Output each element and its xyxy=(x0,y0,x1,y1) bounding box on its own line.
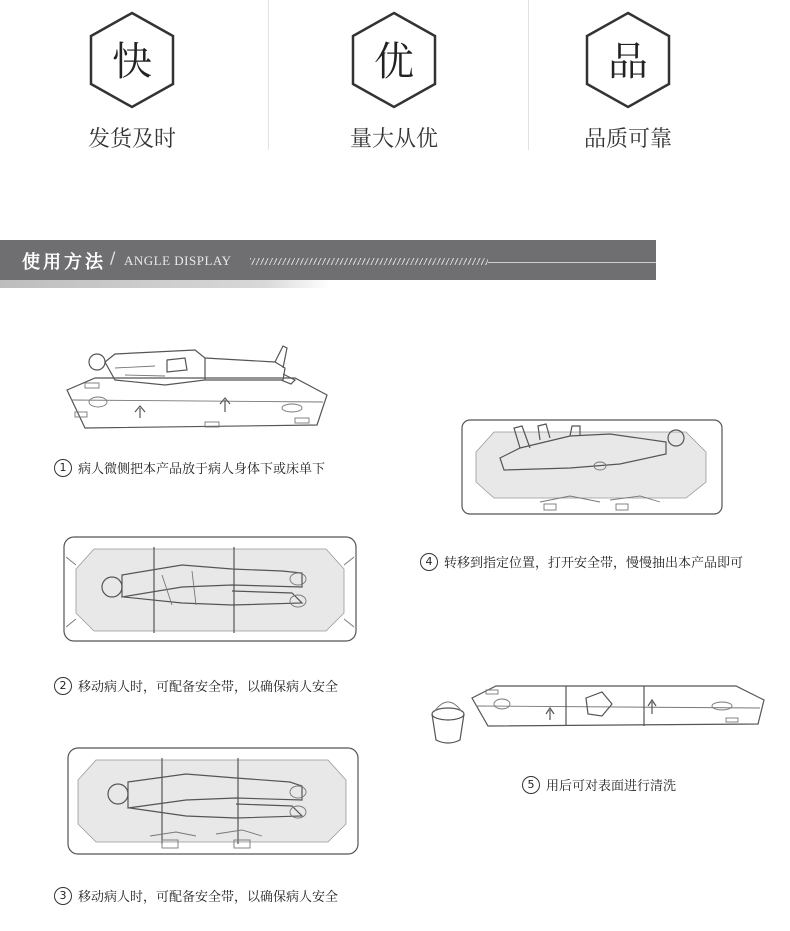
feature-fast-delivery xyxy=(0,0,264,160)
hatch-decoration xyxy=(250,258,488,265)
step-3 xyxy=(54,886,338,905)
feature-label: 量大从优 xyxy=(349,127,438,152)
feature-label: 品质可靠 xyxy=(583,127,672,152)
step-text: 移动病人时，可配备安全带，以确保病人安全 xyxy=(78,680,339,695)
step-text: 移动病人时，可配备安全带，以确保病人安全 xyxy=(78,890,339,905)
feature-bulk-discount xyxy=(262,0,526,160)
step-1 xyxy=(54,458,325,477)
banner-underline xyxy=(0,280,330,288)
feature-char: 优 xyxy=(374,39,414,85)
step-number: 4 xyxy=(420,553,438,571)
section-banner xyxy=(0,240,656,280)
step1-illustration xyxy=(55,340,335,435)
step-2 xyxy=(54,676,338,695)
step2-illustration xyxy=(62,535,358,643)
step4-illustration xyxy=(460,418,724,518)
step-text: 用后可对表面进行清洗 xyxy=(546,779,677,794)
feature-char: 品 xyxy=(608,39,648,85)
step-number: 5 xyxy=(522,776,540,794)
feature-char: 快 xyxy=(112,39,152,85)
section-title: 使用方法 xyxy=(22,252,106,273)
feature-quality xyxy=(496,0,760,160)
step-text: 转移到指定位置，打开安全带，慢慢抽出本产品即可 xyxy=(444,556,744,571)
section-separator: / xyxy=(110,248,116,267)
step-number: 2 xyxy=(54,677,72,695)
step5-illustration xyxy=(426,676,770,748)
banner-rule xyxy=(488,262,656,263)
step-5 xyxy=(522,775,676,794)
step-text: 病人微侧把本产品放于病人身体下或床单下 xyxy=(78,462,326,477)
step-number: 1 xyxy=(54,459,72,477)
step-4 xyxy=(420,552,743,571)
step-number: 3 xyxy=(54,887,72,905)
feature-label: 发货及时 xyxy=(87,127,176,152)
section-subtitle: ANGLE DISPLAY xyxy=(124,253,232,268)
step3-illustration xyxy=(66,746,360,856)
